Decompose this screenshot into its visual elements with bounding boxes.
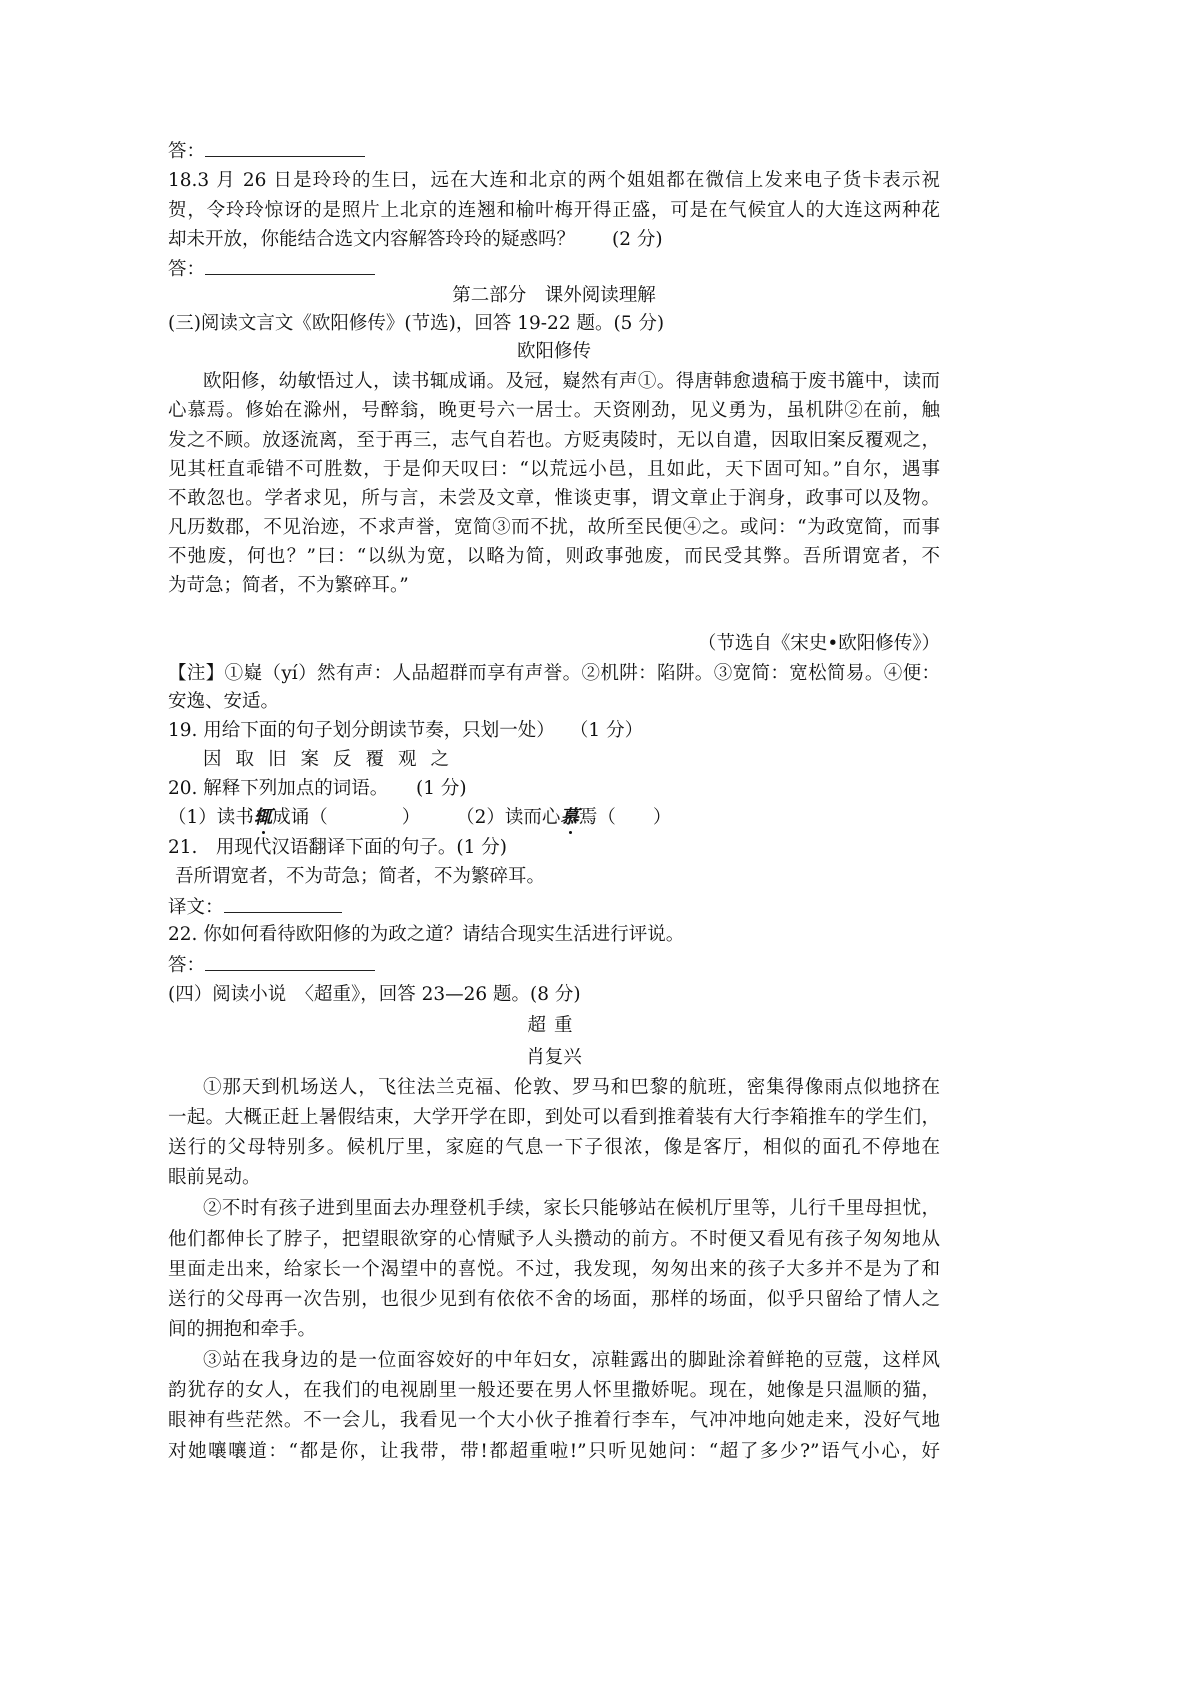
- answer-blank[interactable]: [205, 256, 375, 275]
- story-line: 里面走出来，给家长一个渴望中的喜悦。不过，我发现，匆匆出来的孩子大多并不是为了和: [168, 1259, 940, 1280]
- q22-text: 22. 你如何看待欧阳修的为政之道？请结合现实生活进行评说。: [168, 924, 685, 945]
- story-line: 间的拥抱和牵手。: [168, 1319, 317, 1340]
- story-line: ①那天到机场送人，飞往法兰克福、伦敦、罗马和巴黎的航班，密集得像雨点似地挤在: [203, 1077, 940, 1098]
- q20-item2-post: 焉（ ）: [578, 807, 672, 828]
- story-line: 对她嚷嚷道：“都是你，让我带，带!都超重啦!”只听见她问：“超了多少?”语气小心，好: [168, 1441, 940, 1462]
- q19-text: 19. 用给下面的句子划分朗读节奏，只划一处） （1 分）: [168, 720, 644, 741]
- answer-label: 答：: [168, 259, 206, 280]
- classical-line: 发之不顾。放逐流离，至于再三，志气自若也。方贬夷陵时，无以自遣，因取旧案反覆观之，: [168, 430, 940, 451]
- answer-label: 答：: [168, 141, 206, 162]
- q20-item1[interactable]: [168, 807, 420, 828]
- q20-items: [168, 806, 671, 830]
- answer-line-18[interactable]: [168, 256, 375, 280]
- story-line: ②不时有孩子进到里面去办理登机手续，家长只能够站在候机厅里等，儿行千里母担忧，: [203, 1198, 940, 1219]
- answer-blank[interactable]: [205, 952, 375, 971]
- dotted-word: 辄: [253, 807, 273, 828]
- section3-intro: (三)阅读文言文《欧阳修传》(节选)，回答 19-22 题。(5 分): [168, 313, 665, 334]
- q18-line: 18.3 月 26 日是玲玲的生曰，远在大连和北京的两个姐姐都在微信上发来电子货卡表示祝: [168, 170, 940, 191]
- translation-blank[interactable]: [224, 894, 342, 913]
- story-line: 眼前晃动。: [168, 1167, 261, 1188]
- answer-line-22[interactable]: [168, 952, 375, 976]
- section4-intro: (四）阅读小说 〈超重》，回答 23—26 题。(8 分): [168, 984, 581, 1005]
- story-line: 一起。大概正赶上暑假结束，大学开学在即，到处可以看到推着装有大行李箱推车的学生们，: [168, 1107, 940, 1128]
- q21-sentence: 吾所谓宽者，不为苛急；简者，不为繁碎耳。: [175, 866, 546, 887]
- part2-title: 第二部分 课外阅读理解: [452, 285, 656, 306]
- q18-line: 却未开放，你能结合选文内容解答玲玲的疑惑吗？ (2 分): [168, 229, 663, 250]
- story-line: ③站在我身边的是一位面容姣好的中年妇女，凉鞋露出的脚趾涂着鲜艳的豆蔻，这样风: [203, 1350, 940, 1371]
- q20-item1-post: 成诵（ ）: [272, 807, 421, 828]
- q20-item1-pre: （1）读书: [168, 807, 254, 828]
- classical-line: 欧阳修，幼敏悟过人，读书辄成诵。及冠，嶷然有声①。得唐韩愈遗稿于废书簏中，读而: [203, 371, 940, 392]
- source-citation: （节选自《宋史•欧阳修传》）: [697, 633, 940, 654]
- classical-line: 凡历数郡，不见治迹，不求声誉，宽简③而不扰，故所至民便④之。或问：“为政宽简，而事: [168, 517, 940, 538]
- answer-line-17[interactable]: [168, 138, 365, 162]
- translation-label: 译文：: [168, 897, 224, 918]
- answer-label: 答：: [168, 955, 206, 976]
- q19-sentence: 因取旧案反覆观之: [203, 749, 464, 770]
- notes-line: 【注】①嶷（yí）然有声：人品超群而享有声誉。②机阱：陷阱。③宽简：宽松简易。④便：: [168, 663, 940, 684]
- story-author: 肖复兴: [526, 1047, 582, 1068]
- dotted-word: 慕: [560, 807, 579, 828]
- classical-line: 不敢忽也。学者求见，所与言，未尝及文章，惟谈吏事，谓文章止于润身，政事可以及物。: [168, 488, 940, 509]
- story-line: 眼神有些茫然。不一会儿，我看见一个大小伙子推着行李车，气冲冲地向她走来，没好气地: [168, 1410, 940, 1431]
- q18-line: 贺，令玲玲惊讶的是照片上北京的连翘和榆叶梅开得正盛，可是在气候宜人的大连这两种花: [168, 200, 940, 221]
- story-line: 送行的父母特别多。候机厅里，家庭的气息一下子很浓，像是客厅，相似的面孔不停地在: [168, 1137, 940, 1158]
- classical-line: 见其枉直乖错不可胜数，于是仰天叹曰：“以荒远小邑，且如此，天下固可知。”自尔，遇事: [168, 459, 940, 480]
- translation-line[interactable]: [168, 894, 342, 918]
- story-line: 韵犹存的女人，在我们的电视剧里一般还要在男人怀里撒娇呢。现在，她像是只温顺的猫，: [168, 1380, 940, 1401]
- classical-line: 心慕焉。修始在滁州，号醉翁，晚更号六一居士。天资刚劲，见义勇为，虽机阱②在前，触: [168, 400, 940, 421]
- q20-text: 20. 解释下列加点的词语。 (1 分): [168, 778, 467, 799]
- classical-line: 为苛急；简者，不为繁碎耳。”: [168, 575, 409, 596]
- story-title: 超重: [527, 1015, 581, 1036]
- story-line: 他们都伸长了脖子，把望眼欲穿的心情赋予人头攒动的前方。不时便又看见有孩子匆匆地从: [168, 1229, 940, 1250]
- answer-blank[interactable]: [205, 138, 365, 157]
- story-line: 送行的父母再一次告别，也很少见到有依依不舍的场面，那样的场面，似乎只留给了情人之: [168, 1289, 940, 1310]
- notes-line: 安逸、安适。: [168, 691, 280, 712]
- classical-line: 不弛废，何也？”曰：“以纵为宽，以略为简，则政事弛废，而民受其弊。吾所谓宽者，不: [168, 546, 940, 567]
- classical-title: 欧阳修传: [516, 341, 591, 362]
- q20-item2[interactable]: [456, 807, 671, 828]
- q21-text: 21. 用现代汉语翻译下面的句子。(1 分): [168, 837, 508, 858]
- q20-item2-pre: （2）读而心: [456, 807, 561, 828]
